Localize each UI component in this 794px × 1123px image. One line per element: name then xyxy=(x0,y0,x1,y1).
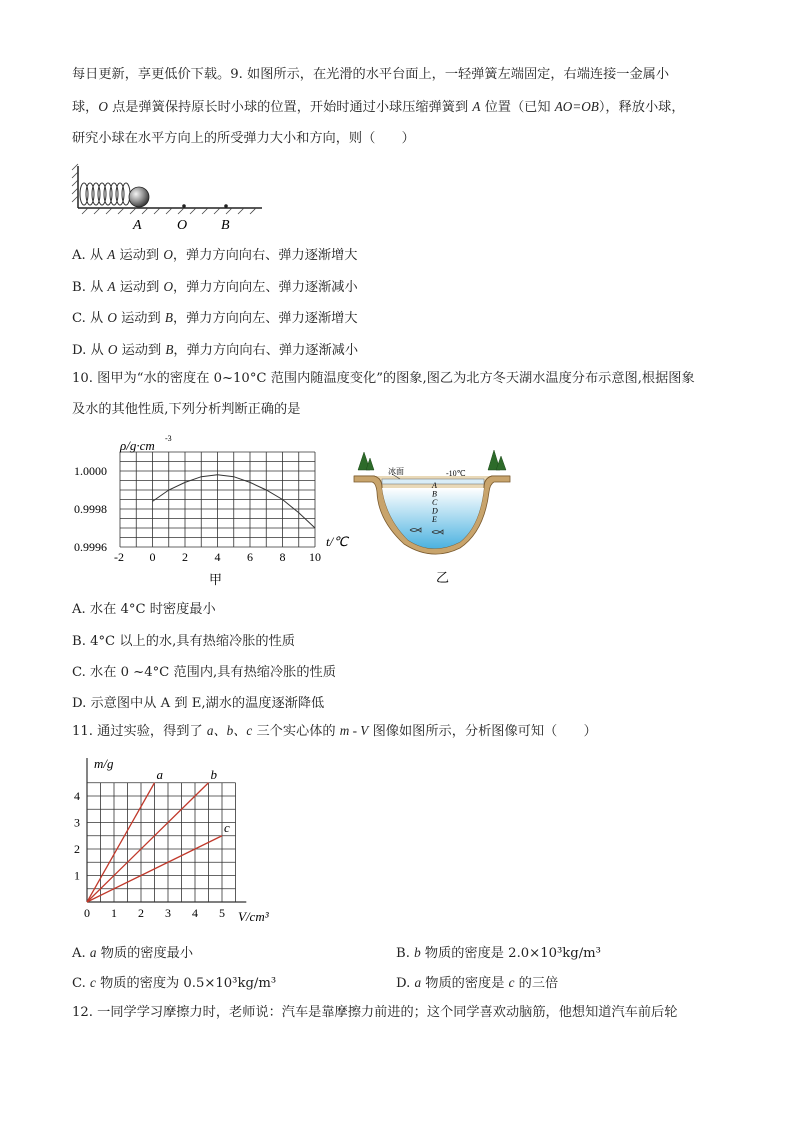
mv-ytick: 2 xyxy=(74,842,80,856)
mv-series-label-c: c xyxy=(224,819,230,835)
lake-layer-label: D xyxy=(432,506,438,516)
fig-label-yi: 乙 xyxy=(436,570,450,585)
lake-layer-label: C xyxy=(432,498,438,507)
mv-xtick: 2 xyxy=(138,906,144,920)
mv-ytick: 1 xyxy=(74,868,80,883)
q9-option-C[interactable]: C. 从 O 运动到 B，弹力方向向左、弹力逐渐增大 xyxy=(72,310,358,326)
mv-ylabel: m/g xyxy=(94,756,114,771)
q10-option-B[interactable]: B. 4°C 以上的水,具有热缩冷胀的性质 xyxy=(72,634,295,649)
mv-series-label-b: b xyxy=(210,766,217,782)
density-xtick: 6 xyxy=(247,550,253,564)
lake-layer-label: B xyxy=(432,489,437,499)
label-A: A xyxy=(133,218,142,232)
mv-xtick: 3 xyxy=(165,906,171,920)
density-xtick: 4 xyxy=(214,550,221,564)
density-chart xyxy=(72,432,362,590)
q11-option-B[interactable]: B. b 物质的密度是 2.0×10³kg/m³ xyxy=(396,945,601,961)
mv-series-label-a: a xyxy=(156,766,163,782)
q11-line-1: 11. 通过实验，得到了 a、b、c 三个实心体的 m - V 图像如图所示，分析图像可知（ ） xyxy=(72,723,597,739)
q11-option-D[interactable]: D. a 物质的密度是 c 的三倍 xyxy=(396,975,559,991)
density-xtick: 2 xyxy=(182,550,188,564)
label-B: B xyxy=(221,218,230,232)
mv-xtick: 4 xyxy=(192,906,198,920)
q10-option-D[interactable]: D. 示意图中从 A 到 E,湖水的温度逐渐降低 xyxy=(72,696,325,711)
mv-xlabel: V/cm³ xyxy=(238,909,269,924)
mv-series-line-a xyxy=(87,783,155,902)
density-ytick: 0.9998 xyxy=(74,502,107,516)
q9-line-1: 每日更新，享更低价下载。9. 如图所示，在光滑的水平台面上，一轻弹簧左端固定，右端连接一金属小 xyxy=(72,67,670,82)
lake-layer-label: A xyxy=(432,481,437,490)
q10-option-C[interactable]: C. 水在 0 ~4°C 范围内,具有热缩冷胀的性质 xyxy=(72,665,336,680)
mv-series-line-b xyxy=(87,783,209,902)
q9-option-D[interactable]: D. 从 O 运动到 B，弹力方向向右、弹力逐渐减小 xyxy=(72,342,359,358)
q10-line-1: 10. 图甲为“水的密度在 0~10°C 范围内随温度变化”的图象,图乙为北方冬天湖水温度分布示意图,根据图象 xyxy=(72,371,695,386)
density-xtick: 8 xyxy=(279,550,286,564)
mv-ytick: 4 xyxy=(74,789,80,803)
density-xtick: 0 xyxy=(149,550,156,564)
density-xlabel: t/℃ xyxy=(326,534,348,549)
density-ytick: 0.9996 xyxy=(74,540,107,554)
q9-option-A[interactable]: A. 从 A 运动到 O，弹力方向向右、弹力逐渐增大 xyxy=(72,247,358,263)
q10-line-2: 及水的其他性质,下列分析判断正确的是 xyxy=(72,402,301,417)
fig-label-jia: 甲 xyxy=(209,572,223,587)
label-O: O xyxy=(177,218,188,232)
lake-layer-label: E xyxy=(432,515,437,524)
mv-ytick: 3 xyxy=(74,815,80,830)
density-ylabel: ρ/g·cm xyxy=(120,438,155,453)
density-xtick: 10 xyxy=(309,550,321,564)
mv-xtick: 1 xyxy=(111,906,117,920)
density-ytick: 1.0000 xyxy=(74,464,107,478)
mv-xtick: 0 xyxy=(84,906,90,920)
mv-chart xyxy=(70,752,290,932)
lake-ice-label: 冰面 xyxy=(388,467,404,476)
q12-line-1: 12. 一同学学习摩擦力时，老师说：汽车是靠摩擦力前进的；这个同学喜欢动脑筋，他想知道汽车前后轮 xyxy=(72,1005,678,1020)
q11-option-C[interactable]: C. c 物质的密度为 0.5×10³kg/m³ xyxy=(72,975,277,991)
lake-temp-label: -10℃ xyxy=(446,469,466,478)
lake-figure xyxy=(352,448,512,588)
q11-option-A[interactable]: A. a 物质的密度最小 xyxy=(72,945,194,961)
density-xtick: -2 xyxy=(114,550,124,564)
q9-option-B[interactable]: B. 从 A 运动到 O，弹力方向向左、弹力逐渐减小 xyxy=(72,279,358,295)
mv-xtick: 5 xyxy=(219,906,225,920)
q9-line-2: 球，O 点是弹簧保持原长时小球的位置，开始时通过小球压缩弹簧到 A 位置（已知 AO=OB），释放小球， xyxy=(72,99,685,115)
spring-figure xyxy=(70,160,270,232)
density-ylabel-exp: -3 xyxy=(165,434,172,443)
q10-option-A[interactable]: A. 水在 4°C 时密度最小 xyxy=(72,602,216,617)
q9-line-3: 研究小球在水平方向上的所受弹力大小和方向，则（ ） xyxy=(72,131,415,146)
